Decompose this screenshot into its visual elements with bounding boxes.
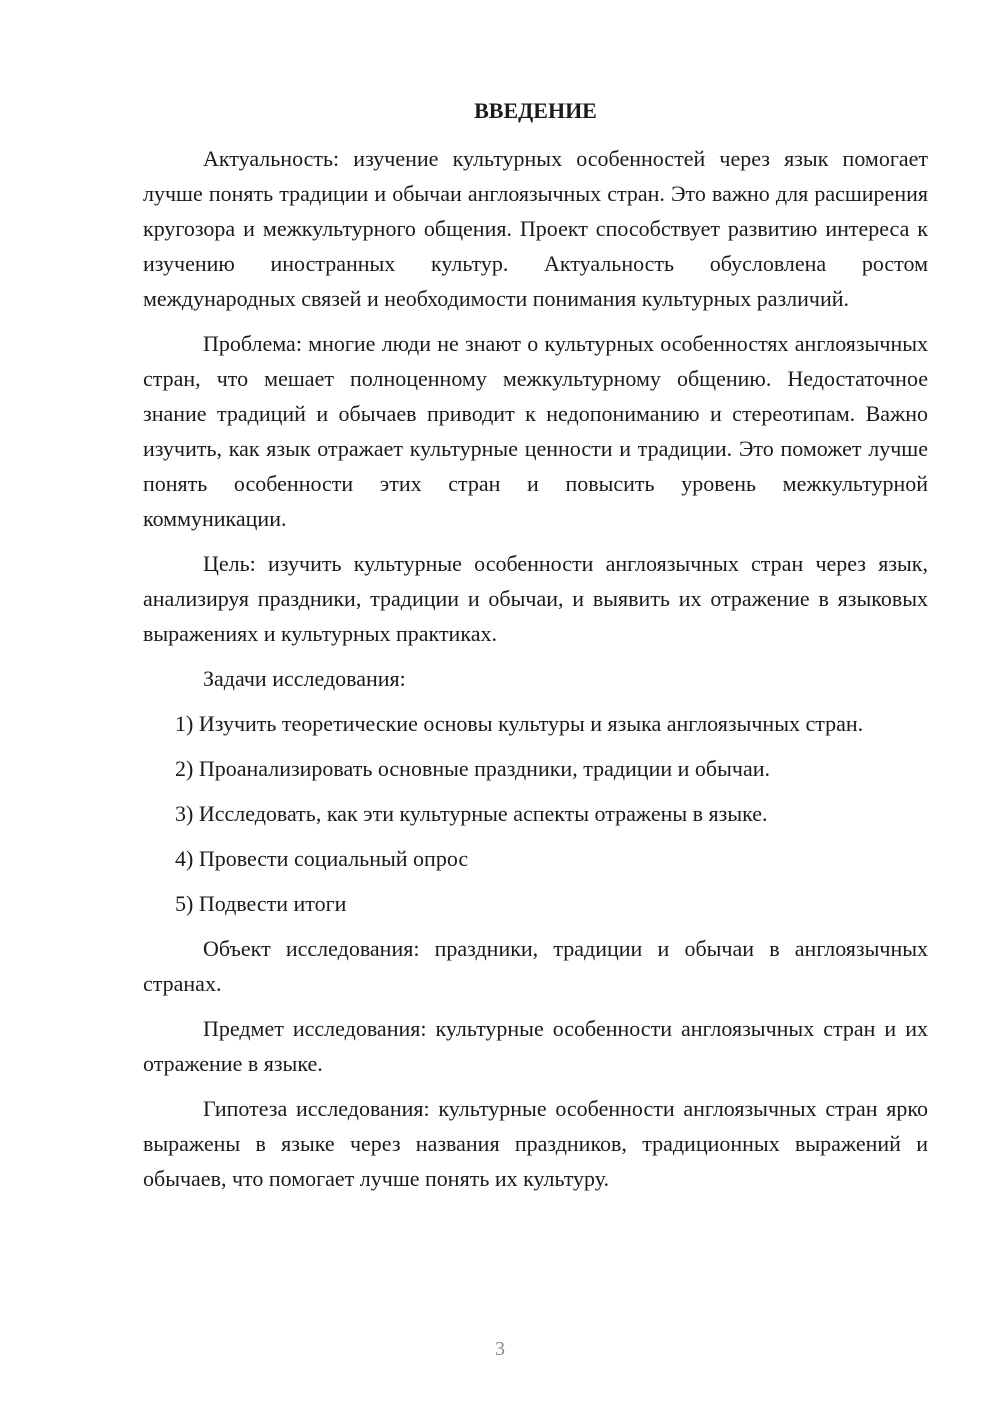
task-item-4: 4) Провести социальный опрос [175,846,469,871]
task-item-3: 3) Исследовать, как эти культурные аспекты отражены в языке. [175,801,768,826]
task-item-5: 5) Подвести итоги [175,891,347,916]
subject-paragraph: Предмет исследования: культурные особенности англоязычных стран и их отражение в языке. [143,1016,928,1076]
goal-paragraph: Цель: изучить культурные особенности англоязычных стран через язык, анализируя праздники, традиции и обычаи, и выявить их отражение в языковых выражениях и культурных практиках. [143,551,928,646]
tasks-heading: Задачи исследования: [203,666,406,691]
task-item-2: 2) Проанализировать основные праздники, традиции и обычаи. [175,756,770,781]
task-item-1: 1) Изучить теоретические основы культуры и языка англоязычных стран. [175,711,864,736]
page-number: 3 [495,1338,505,1360]
section-heading: ВВЕДЕНИЕ [474,98,597,123]
problem-paragraph: Проблема: многие люди не знают о культурных особенностях англоязычных стран, что мешает полноценному межкультурному общению. Недостаточное знание традиций и обычаев приводит к недопониманию и стереотипам. Важно изучить, как язык отражает культурные ценности и традиции. Это поможет лучше понять особенности этих стран и повысить уровень межкультурной коммуникации. [143,331,928,531]
relevance-paragraph: Актуальность: изучение культурных особенностей через язык помогает лучше понять традиции и обычаи англоязычных стран. Это важно для расширения кругозора и межкультурного общения. Проект способствует развитию интереса к изучению иностранных культур. Актуальность обусловлена ростом международных связей и необходимости понимания культурных различий. [143,146,928,311]
object-paragraph: Объект исследования: праздники, традиции и обычаи в англоязычных странах. [143,936,928,996]
page-content [143,93,928,1206]
hypothesis-paragraph: Гипотеза исследования: культурные особенности англоязычных стран ярко выражены в языке через названия праздников, традиционных выражений и обычаев, что помогает лучше понять их культуру. [143,1096,928,1191]
